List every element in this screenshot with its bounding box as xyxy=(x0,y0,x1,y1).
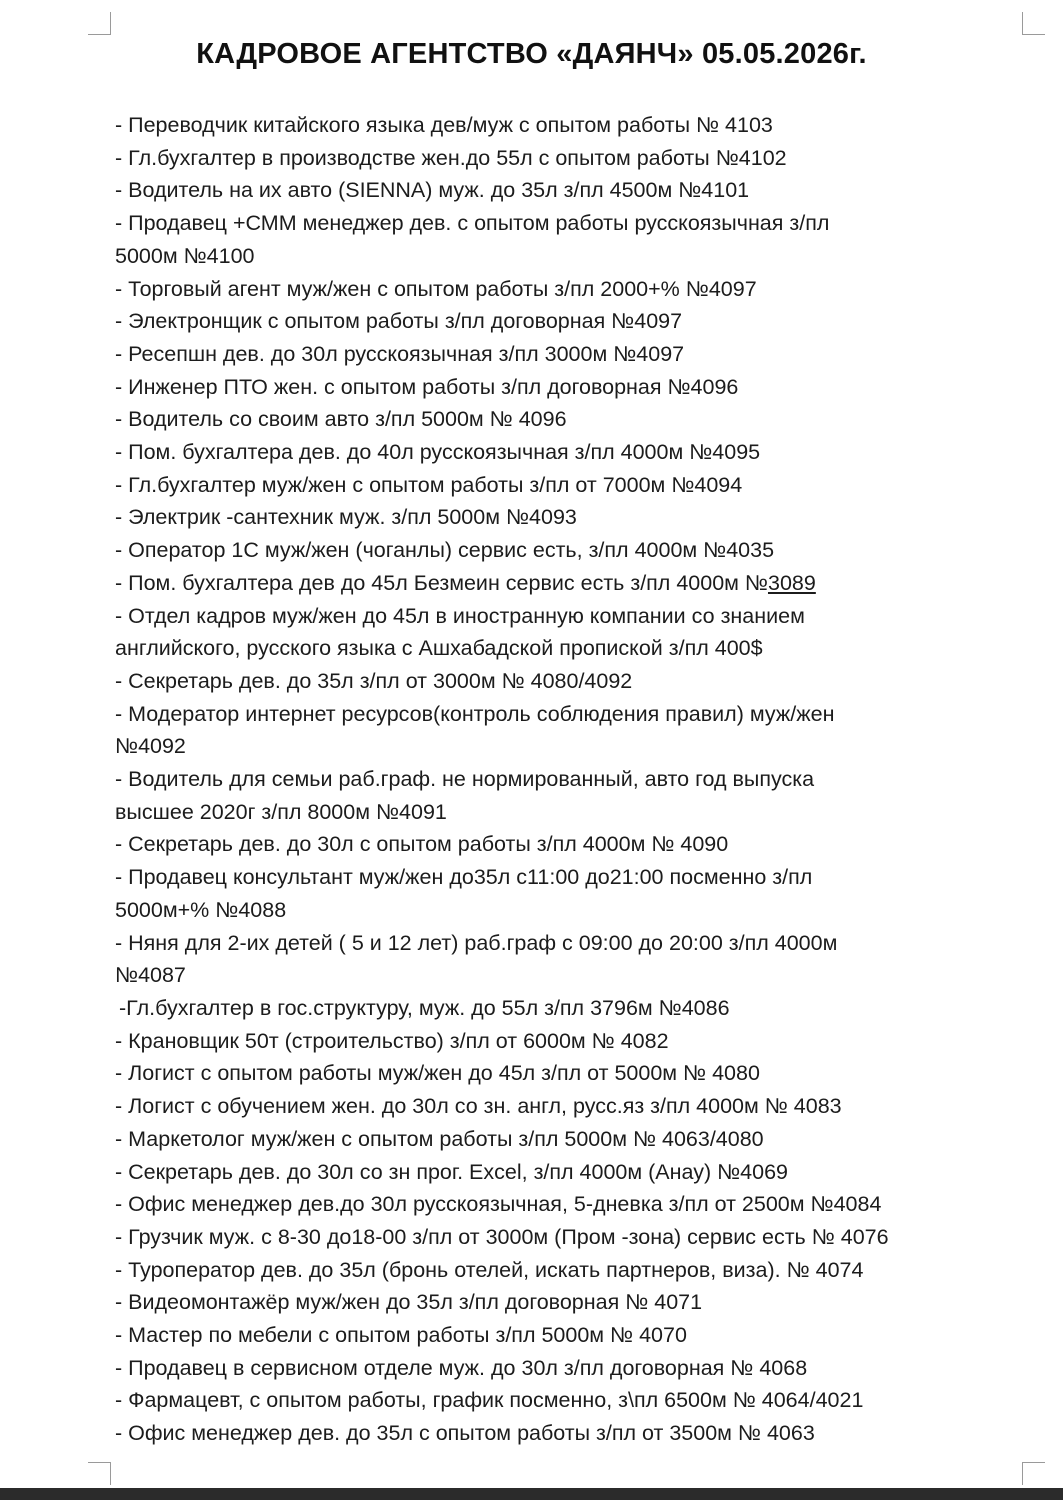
list-item: - Грузчик муж. с 8-30 до18-00 з/пл от 3000м (Пром -зона) сервис есть № 4076 xyxy=(115,1224,889,1249)
list-item: - Водитель на их авто (SIENNA) муж. до 35л з/пл 4500м №4101 xyxy=(115,178,750,203)
list-item xyxy=(115,567,1035,600)
list-item: - Няня для 2-их детей ( 5 и 12 лет) раб.граф с 09:00 до 20:00 з/пл 4000м xyxy=(115,930,838,955)
list-item: - Инженер ПТО жен. с опытом работы з/пл договорная №4096 xyxy=(115,374,739,399)
list-item: - Водитель для семьи раб.граф. не нормированный, авто год выпуска xyxy=(115,767,815,792)
list-item: - Логист с обучением жен. до 30л со зн. англ, русс.яз з/пл 4000м № 4083 xyxy=(115,1094,842,1119)
list-item: - Офис менеджер дев.до 30л русскоязычная, 5-дневка з/пл от 2500м №4084 xyxy=(115,1192,882,1217)
list-item: - Ресепшн дев. до 30л русскоязычная з/пл 3000м №4097 xyxy=(115,341,685,366)
list-item: - Секретарь дев. до 30л со зн прог. Excel, з/пл 4000м (Анау) №4069 xyxy=(115,1159,789,1184)
list-item: -Гл.бухгалтер в гос.структуру, муж. до 55л з/пл 3796м №4086 xyxy=(119,995,730,1020)
list-item: английского, русского языка с Ашхабадской пропиской з/пл 400$ xyxy=(115,636,763,661)
list-item: - Мастер по мебели с опытом работы з/пл 5000м № 4070 xyxy=(115,1323,687,1348)
list-item: - Модератор интернет ресурсов(контроль соблюдения правил) муж/жен xyxy=(115,701,835,726)
underlined-vacancy-number: 3089 xyxy=(767,570,816,595)
list-item-text: - Пом. бухгалтера дев до 45л Безмеин сервис есть з/пл 4000м № xyxy=(115,570,768,595)
document-title: КАДРОВОЕ АГЕНТСТВО «ДАЯНЧ» 05.05.2026г. xyxy=(196,38,867,70)
list-item: - Офис менеджер дев. до 35л с опытом работы з/пл от 3500м № 4063 xyxy=(115,1421,815,1446)
crop-mark-bottom-left xyxy=(88,1462,111,1485)
list-item: - Маркетолог муж/жен с опытом работы з/пл 5000м № 4063/4080 xyxy=(115,1126,764,1151)
list-item: - Продавец +СММ менеджер дев. с опытом работы русскоязычная з/пл xyxy=(115,211,830,236)
list-item: - Логист с опытом работы муж/жен до 45л з/пл от 5000м № 4080 xyxy=(115,1061,760,1086)
list-item: 5000м+% №4088 xyxy=(115,897,287,922)
list-item: - Фармацевт, с опытом работы, график посменно, з\пл 6500м № 4064/4021 xyxy=(115,1388,864,1413)
crop-mark-bottom-right xyxy=(1022,1462,1045,1485)
list-item: - Переводчик китайского языка дев/муж с опытом работы № 4103 xyxy=(115,113,773,137)
crop-mark-top-right xyxy=(1022,12,1045,35)
list-item: №4087 xyxy=(115,963,186,988)
list-item: - Гл.бухгалтер муж/жен с опытом работы з/пл от 7000м №4094 xyxy=(115,472,743,497)
bottom-edge-bar xyxy=(0,1488,1063,1500)
list-item: высшее 2020г з/пл 8000м №4091 xyxy=(115,799,447,824)
list-item: - Электрик -сантехник муж. з/пл 5000м №4093 xyxy=(115,505,577,530)
list-item: - Туроператор дев. до 35л (бронь отелей, искать партнеров, виза). № 4074 xyxy=(115,1257,864,1282)
list-item: - Пом. бухгалтера дев. до 40л русскоязычная з/пл 4000м №4095 xyxy=(115,440,761,465)
list-item: - Продавец в сервисном отделе муж. до 30л з/пл договорная № 4068 xyxy=(115,1355,808,1380)
list-item: - Оператор 1С муж/жен (чоганлы) сервис есть, з/пл 4000м №4035 xyxy=(115,538,775,563)
list-item: - Видеомонтажёр муж/жен до 35л з/пл договорная № 4071 xyxy=(115,1290,703,1315)
list-item: - Торговый агент муж/жен с опытом работы з/пл 2000+% №4097 xyxy=(115,276,757,301)
list-item: - Гл.бухгалтер в производстве жен.до 55л с опытом работы №4102 xyxy=(115,145,787,170)
list-item: 5000м №4100 xyxy=(115,243,255,268)
list-item: - Электронщик с опытом работы з/пл договорная №4097 xyxy=(115,309,683,334)
list-item: - Секретарь дев. до 30л с опытом работы з/пл 4000м № 4090 xyxy=(115,832,729,857)
list-item: - Водитель со своим авто з/пл 5000м № 4096 xyxy=(115,407,567,432)
vacancy-list xyxy=(115,109,1035,1450)
list-item: - Продавец консультант муж/жен до35л с11:00 до21:00 посменно з/пл xyxy=(115,865,813,890)
list-item: - Крановщик 50т (строительство) з/пл от 6000м № 4082 xyxy=(115,1028,669,1053)
list-item: №4092 xyxy=(115,734,186,759)
crop-mark-top-left xyxy=(88,12,111,35)
list-item: - Отдел кадров муж/жен до 45л в иностранную компании со знанием xyxy=(115,603,805,628)
list-item: - Секретарь дев. до 35л з/пл от 3000м № 4080/4092 xyxy=(115,668,633,693)
